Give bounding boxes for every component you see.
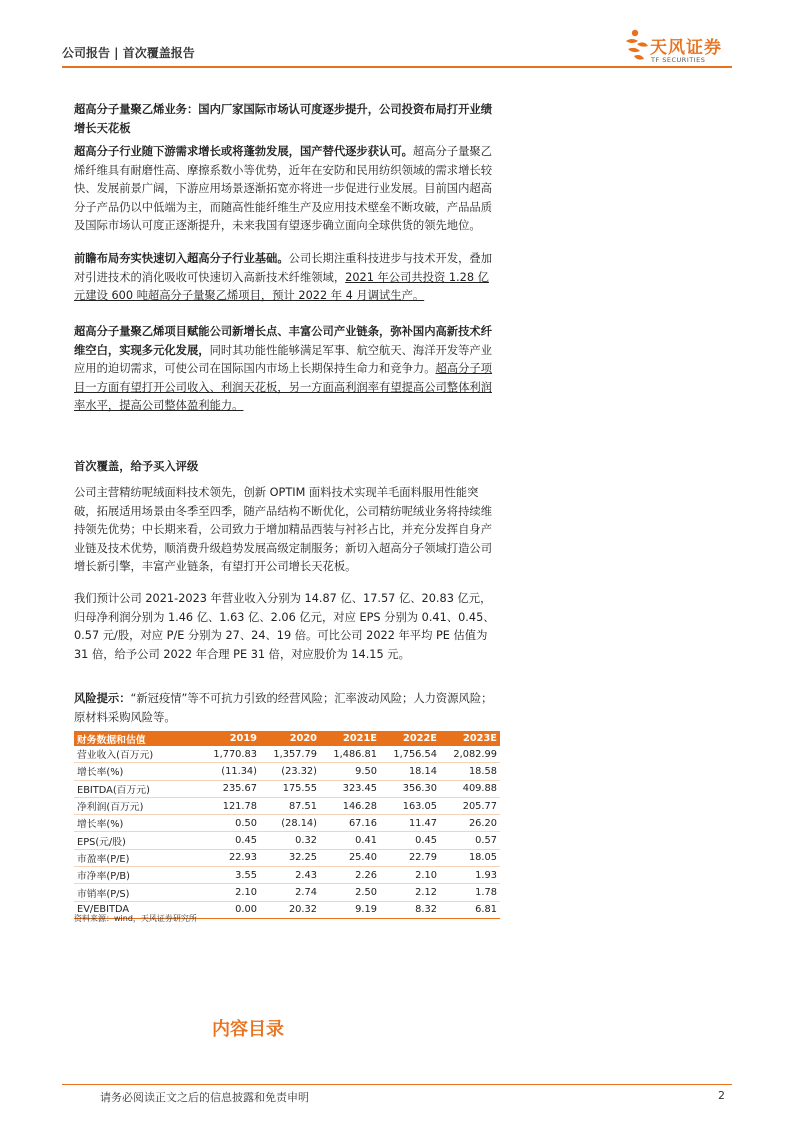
table-row (74, 746, 500, 763)
table-cell: 146.28 (320, 797, 380, 814)
rating-heading: 首次覆盖，给予买入评级 (74, 460, 199, 473)
table-header-cell: 财务数据和估值 (74, 731, 200, 746)
table-cell: (11.34) (200, 763, 260, 780)
table-cell: EBITDA(百万元) (74, 780, 200, 797)
table-row (74, 780, 500, 797)
risk-text: “新冠疫情”等不可抗力引致的经营风险；汇率波动风险；人力资源风险；原材料采购风险等。 (74, 692, 493, 724)
header-divider (62, 66, 732, 68)
table-cell: 0.45 (380, 832, 440, 849)
table-header-cell: 2020 (260, 731, 320, 746)
table-cell: 2.74 (260, 884, 320, 901)
table-cell: 26.20 (440, 815, 500, 832)
table-cell: 163.05 (380, 797, 440, 814)
logo-subtext: TF SECURITIES (651, 56, 706, 64)
paragraph-industry (74, 143, 500, 236)
table-header-row (74, 731, 500, 746)
table-cell: 3.55 (200, 867, 260, 884)
table-cell: 87.51 (260, 797, 320, 814)
table-cell: 2.12 (380, 884, 440, 901)
table-source: 资料来源：wind，天风证券研究所 (74, 914, 197, 923)
table-cell: 市盈率(P/E) (74, 849, 200, 866)
table-cell: 18.14 (380, 763, 440, 780)
table-cell: (23.32) (260, 763, 320, 780)
table-cell: 2,082.99 (440, 746, 500, 763)
table-cell: EV/EBITDA (74, 901, 200, 918)
toc-title: 内容目录 (212, 1019, 284, 1040)
paragraph-forecast: 我们预计公司 2021-2023 年营业收入分别为 14.87 亿、17.57 亿、20.83 亿元，归母净利润分别为 1.46 亿、1.63 亿、2.06 亿元，对应 EPS 分别为 0.41、0.45、0.57 元/股，对应 P/E 分别为 27、24、19 倍。可比公司 2022 年平均 PE 估值为 31 倍，给予公司 2022 年合理 PE 31 倍，对应股价为 14.15 元。 (74, 592, 495, 661)
page-number: 2 (718, 1089, 725, 1102)
table-cell: 9.19 (320, 901, 380, 918)
table-cell: 18.05 (440, 849, 500, 866)
table-row (74, 815, 500, 832)
footer-divider (62, 1084, 732, 1085)
table-cell: 9.50 (320, 763, 380, 780)
paragraph-project (74, 323, 500, 416)
table-cell: 2.26 (320, 867, 380, 884)
table-cell: EPS(元/股) (74, 832, 200, 849)
table-cell: 18.58 (440, 763, 500, 780)
financial-table (74, 731, 500, 919)
table-cell: 175.55 (260, 780, 320, 797)
table-cell: 121.78 (200, 797, 260, 814)
table-cell: 1.78 (440, 884, 500, 901)
table-cell: 22.79 (380, 849, 440, 866)
table-cell: 增长率(%) (74, 763, 200, 780)
table-cell: 2.10 (380, 867, 440, 884)
table-row (74, 867, 500, 884)
table-cell: 32.25 (260, 849, 320, 866)
table-cell: 8.32 (380, 901, 440, 918)
table-row (74, 763, 500, 780)
paragraph-underlined: 超高分子项目一方面有望打开公司收入、利润天花板，另一方面高利润率有望提高公司整体利润率水平，提高公司整体盈利能力。 (74, 362, 493, 412)
paragraph-business: 公司主营精纺呢绒面料技术领先，创新 OPTIM 面料技术实现羊毛面料服用性能突破，拓展适用场景由冬季至四季，随产品结构不断优化，公司精纺呢绒业务将持续维持领先优势；中长期来看，公司致力于增加精品西装与衬衫占比，并充分发挥自身产业链及技术优势，顺消费升级趋势发展高级定制服务；新切入超高分子领域打造公司增长新引擎，丰富产业链条，有望打开公司增长天花板。 (74, 486, 492, 573)
table-cell: 20.32 (260, 901, 320, 918)
table-cell: 235.67 (200, 780, 260, 797)
logo-text: 天风证券 (650, 38, 722, 58)
table-cell: 0.41 (320, 832, 380, 849)
table-row (74, 832, 500, 849)
table-cell: 205.77 (440, 797, 500, 814)
table-row (74, 797, 500, 814)
table-cell: 67.16 (320, 815, 380, 832)
table-cell: 营业收入(百万元) (74, 746, 200, 763)
table-cell: 0.50 (200, 815, 260, 832)
risk-label: 风险提示： (74, 692, 131, 705)
table-row (74, 849, 500, 866)
table-cell: 323.45 (320, 780, 380, 797)
report-type-label: 公司报告 | 首次覆盖报告 (62, 46, 195, 60)
paragraph-body: 公司长期注重科技进步与技术开发，叠加对引进技术的消化吸收可快速切入高新技术纤维领域， (74, 252, 493, 284)
table-cell: 1,770.83 (200, 746, 260, 763)
table-header-cell: 2019 (200, 731, 260, 746)
paragraph-body: 超高分子量聚乙烯纤维具有耐磨性高、摩擦系数小等优势，近年在安防和民用纺织领域的需求增长较快、发展前景广阔，下游应用场景逐渐拓宽亦将进一步促进行业发展。目前国内超高分子产品仍以中低端为主，而随高性能纤维生产及应用技术壁垒不断攻破，产品品质及国际市场认可度正逐渐提升，未来我国有望逐步确立面向全球供货的领先地位。 (74, 145, 493, 232)
table-header-cell: 2022E (380, 731, 440, 746)
table-header-cell: 2023E (440, 731, 500, 746)
risk-warning (74, 690, 500, 727)
table-cell: 0.57 (440, 832, 500, 849)
table-cell: 2.50 (320, 884, 380, 901)
paragraph-layout (74, 250, 500, 306)
table-cell: 6.81 (440, 901, 500, 918)
table-cell: 409.88 (440, 780, 500, 797)
table-cell: 356.30 (380, 780, 440, 797)
table-cell: (28.14) (260, 815, 320, 832)
table-cell: 0.32 (260, 832, 320, 849)
table-cell: 1,756.54 (380, 746, 440, 763)
table-cell: 市净率(P/B) (74, 867, 200, 884)
table-cell: 1.93 (440, 867, 500, 884)
table-cell: 0.45 (200, 832, 260, 849)
table-cell: 22.93 (200, 849, 260, 866)
table-cell: 0.00 (200, 901, 260, 918)
table-row (74, 884, 500, 901)
table-header-cell: 2021E (320, 731, 380, 746)
table-cell: 1,357.79 (260, 746, 320, 763)
paragraph-lead: 超高分子行业随下游需求增长或将蓬勃发展，国产替代逐步获认可。 (74, 145, 413, 158)
section-title: 超高分子量聚乙烯业务：国内厂家国际市场认可度逐步提升，公司投资布局打开业绩增长天花板 (74, 103, 492, 135)
table-cell: 净利润(百万元) (74, 797, 200, 814)
table-cell: 25.40 (320, 849, 380, 866)
paragraph-underlined: 2021 年公司共投资 1.28 亿元建设 600 吨超高分子量聚乙烯项目，预计 2022 年 4 月调试生产。 (74, 270, 489, 302)
table-cell: 1,486.81 (320, 746, 380, 763)
paragraph-lead: 超高分子量聚乙烯项目赋能公司新增长点、丰富公司产业链条，弥补国内高新技术纤维空白，实现多元化发展， (74, 325, 492, 357)
table-cell: 增长率(%) (74, 815, 200, 832)
table-cell: 2.10 (200, 884, 260, 901)
table-cell: 2.43 (260, 867, 320, 884)
table-cell: 市销率(P/S) (74, 884, 200, 901)
paragraph-lead: 前瞻布局夯实快速切入超高分子行业基础。 (74, 252, 289, 265)
table-cell: 11.47 (380, 815, 440, 832)
footer-disclaimer: 请务必阅读正文之后的信息披露和免责申明 (100, 1091, 309, 1104)
paragraph-body: 同时其功能性能够满足军事、航空航天、海洋开发等产业应用的迫切需求，可使公司在国际国内市场上长期保持生命力和竞争力。 (74, 343, 493, 375)
